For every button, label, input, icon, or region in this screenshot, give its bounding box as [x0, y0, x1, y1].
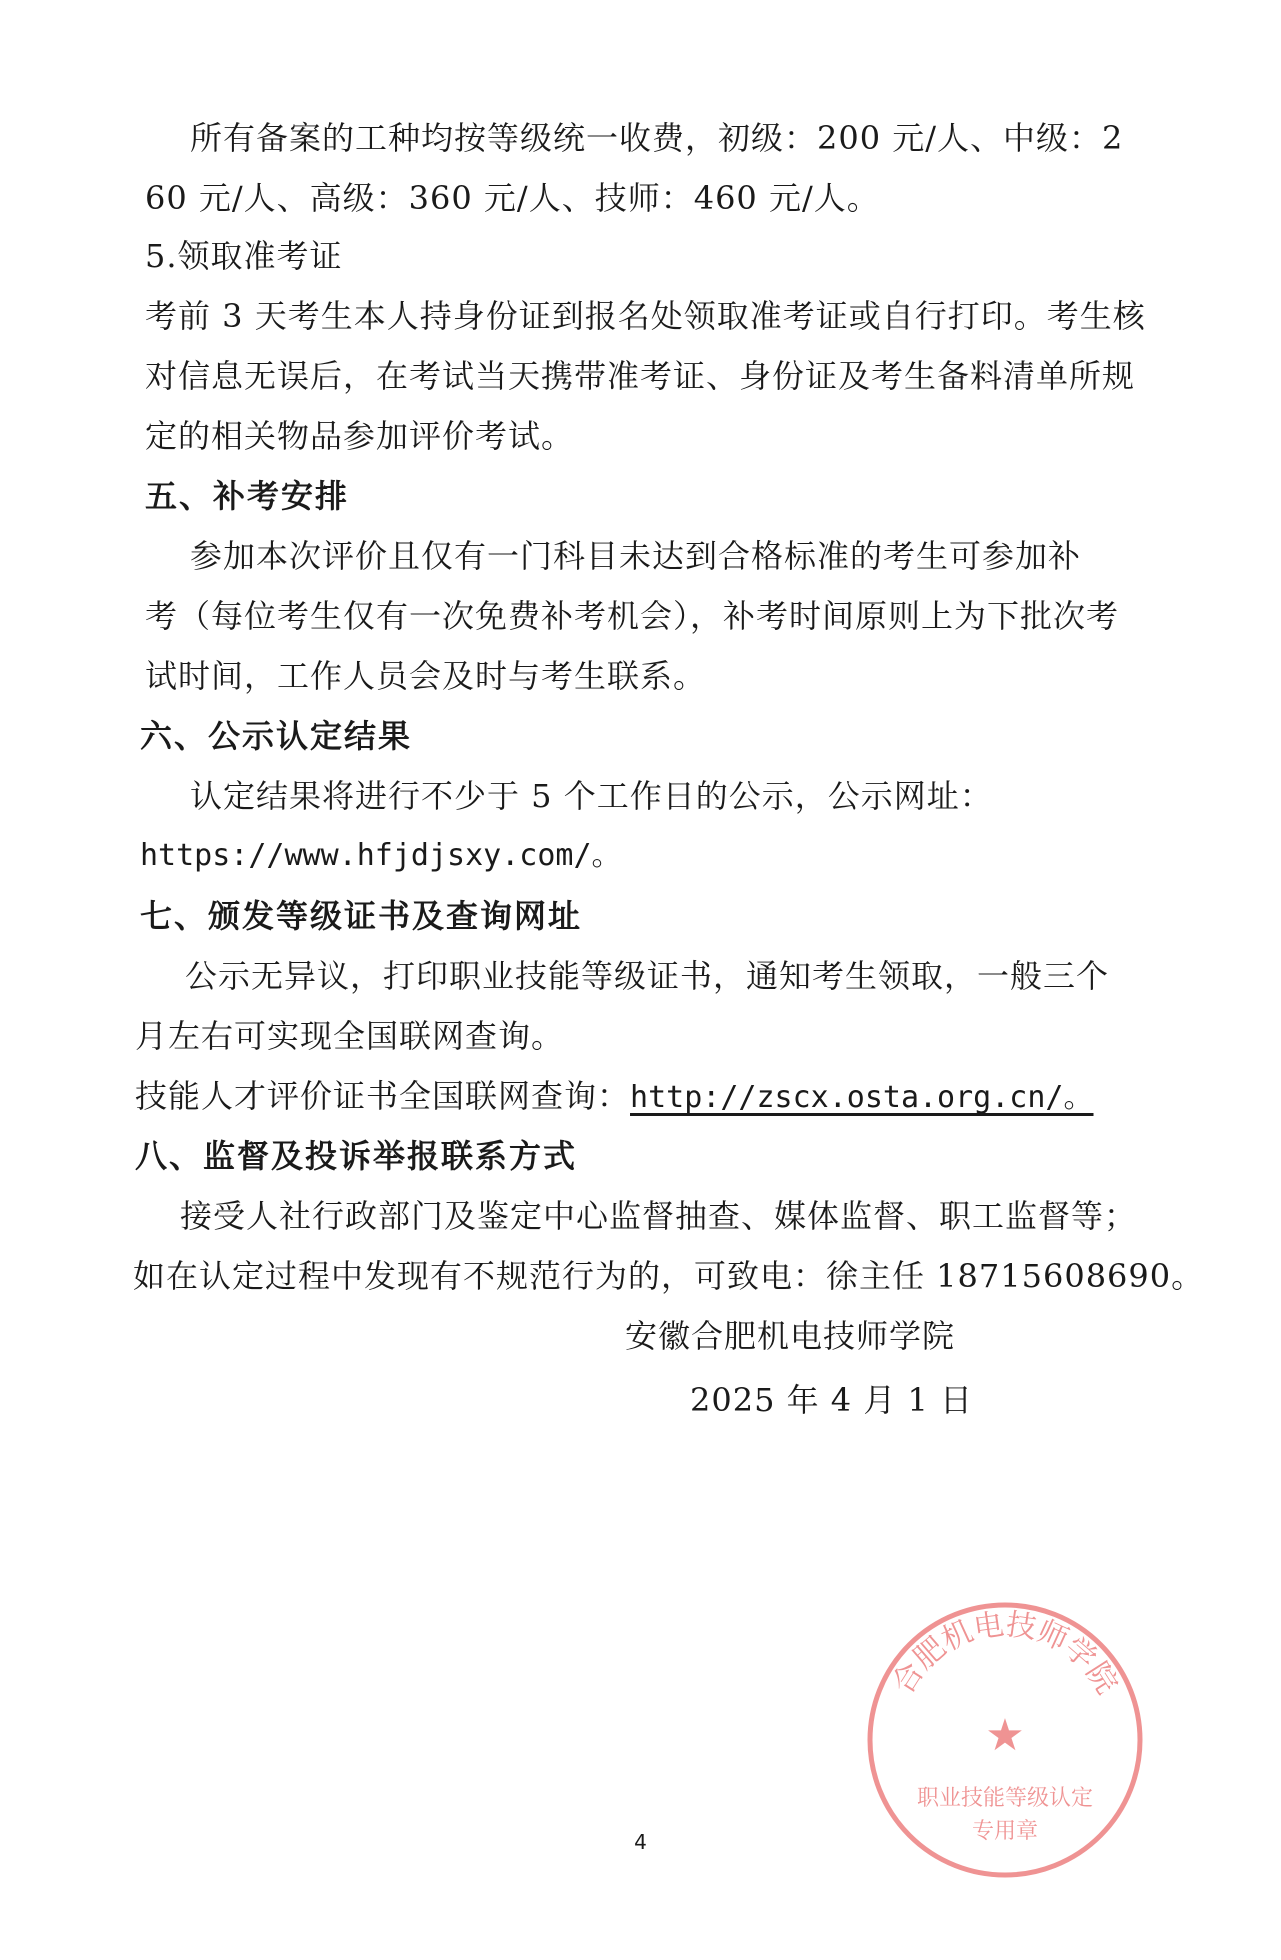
seal-bottom-text: 职业技能等级认定 [916, 1786, 1094, 1811]
section5-line-3: 试时间，工作人员会及时与考生联系。 [145, 657, 707, 695]
seal-use-text: 专用章 [971, 1819, 1039, 1844]
section8-heading: 八、监督及投诉举报联系方式 [135, 1137, 578, 1175]
section7-line-1: 公示无异议，打印职业技能等级证书，通知考生领取，一般三个 [185, 957, 1110, 995]
section6-line-1: 认定结果将进行不少于 5 个工作日的公示，公示网址： [190, 777, 993, 815]
fee-line-1: 所有备案的工种均按等级统一收费，初级：200 元/人、中级：2 [190, 119, 1124, 157]
svg-text:合肥机电技师学院 [886, 1607, 1124, 1700]
admission-line-1: 考前 3 天考生本人持身份证到报名处领取准考证或自行打印。考生核 [145, 297, 1146, 335]
section8-line-2: 如在认定过程中发现有不规范行为的，可致电：徐主任 18715608690。 [133, 1257, 1205, 1295]
section7-line-2: 月左右可实现全国联网查询。 [135, 1017, 565, 1055]
section5-line-1: 参加本次评价且仅有一门科目未达到合格标准的考生可参加补 [190, 537, 1082, 575]
query-url-link[interactable]: http://zscx.osta.org.cn/。 [630, 1080, 1094, 1115]
admission-line-3: 定的相关物品参加评价考试。 [145, 417, 575, 455]
seal-top-text: 合肥机电技师学院 [885, 1607, 1125, 1701]
section6-heading: 六、公示认定结果 [140, 717, 413, 755]
query-label: 技能人才评价证书全国联网查询： [135, 1077, 631, 1115]
results-url: https://www.hfjdjsxy.com/。 [140, 838, 622, 873]
query-line [135, 1076, 1094, 1118]
page-number: 4 [634, 1830, 647, 1854]
admission-line-2: 对信息无误后，在考试当天携带准考证、身份证及考生备料清单所规 [145, 357, 1136, 395]
section5-line-2: 考（每位考生仅有一次免费补考机会），补考时间原则上为下批次考 [145, 597, 1120, 635]
subheading-admission-ticket: 5.领取准考证 [145, 237, 343, 275]
section7-heading: 七、颁发等级证书及查询网址 [140, 897, 583, 935]
signature-org: 安徽合肥机电技师学院 [625, 1317, 956, 1355]
fee-line-2: 60 元/人、高级：360 元/人、技师：460 元/人。 [145, 179, 880, 217]
section5-heading: 五、补考安排 [145, 477, 350, 515]
section8-line-1: 接受人社行政部门及鉴定中心监督抽查、媒体监督、职工监督等； [180, 1197, 1138, 1235]
signature-date: 2025 年 4 月 1 日 [690, 1381, 974, 1419]
svg-text:★: ★ [985, 1710, 1025, 1761]
